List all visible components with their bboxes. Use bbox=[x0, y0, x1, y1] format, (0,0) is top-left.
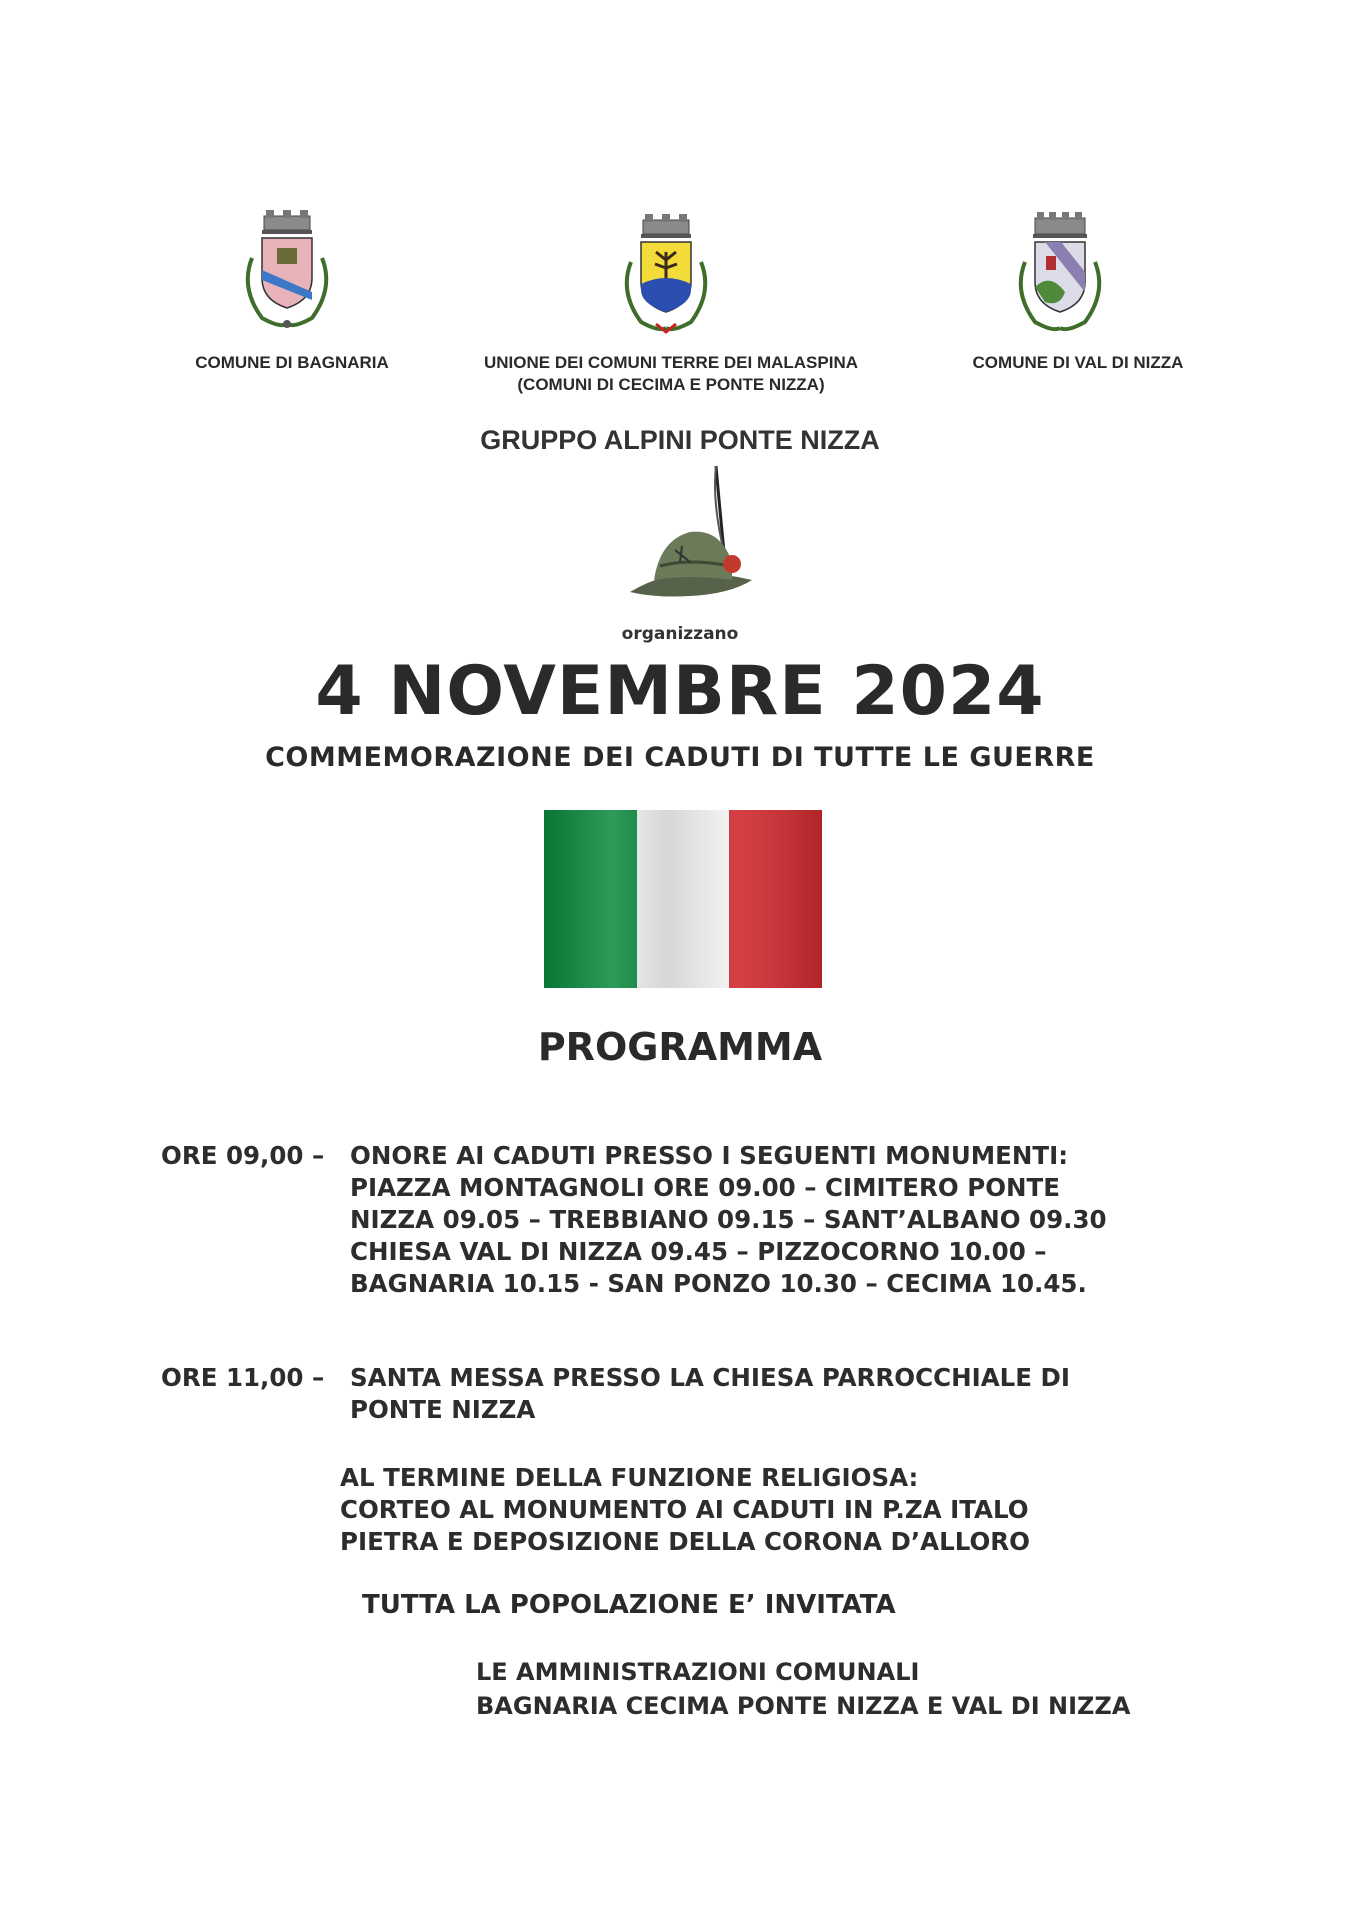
program-time-2: ORE 11,00 – bbox=[161, 1363, 325, 1392]
malaspina-crest-icon bbox=[611, 212, 721, 347]
page-title: 4 NOVEMBRE 2024 bbox=[315, 652, 1045, 731]
organizers-verb: organizzano bbox=[621, 624, 739, 644]
after-mass-line: CORTEO AL MONUMENTO AI CADUTI IN P.ZA ITALO bbox=[340, 1495, 1029, 1524]
page-subtitle: COMMEMORAZIONE DEI CADUTI DI TUTTE LE GUERRE bbox=[265, 742, 1095, 773]
val-di-nizza-crest-icon bbox=[1005, 212, 1115, 347]
program-time-1: ORE 09,00 – bbox=[161, 1141, 325, 1170]
signature-line-1 bbox=[476, 1656, 919, 1688]
italian-flag-icon bbox=[544, 810, 822, 988]
signature-text: LE AMMINISTRAZIONI COMUNALI bbox=[476, 1658, 920, 1686]
crest-label-malaspina: UNIONE DEI COMUNI TERRE DEI MALASPINA (COMUNI DI CECIMA E PONTE NIZZA) bbox=[483, 353, 859, 394]
after-mass-block bbox=[340, 1462, 1030, 1558]
bagnaria-crest-icon bbox=[232, 208, 342, 343]
invitation-text: TUTTA LA POPOLAZIONE E’ INVITATA bbox=[362, 1590, 896, 1620]
program-line: BAGNARIA 10.15 - SAN PONZO 10.30 – CECIMA 10.45. bbox=[350, 1269, 1087, 1298]
crest-label-bagnaria: COMUNE DI BAGNARIA bbox=[195, 353, 389, 372]
program-heading: PROGRAMMA bbox=[537, 1025, 823, 1069]
program-line: PIAZZA MONTAGNOLI ORE 09.00 – CIMITERO PONTE bbox=[350, 1173, 1060, 1202]
program-line: PONTE NIZZA bbox=[350, 1395, 536, 1424]
alpine-hat-icon bbox=[620, 462, 770, 612]
signature-text: BAGNARIA CECIMA PONTE NIZZA E VAL DI NIZZA bbox=[476, 1692, 1131, 1720]
after-mass-line: PIETRA E DEPOSIZIONE DELLA CORONA D’ALLORO bbox=[340, 1527, 1030, 1556]
program-line: NIZZA 09.05 – TREBBIANO 09.15 – SANT’ALBANO 09.30 bbox=[350, 1205, 1107, 1234]
program-line: CHIESA VAL DI NIZZA 09.45 – PIZZOCORNO 10.00 – bbox=[350, 1237, 1047, 1266]
after-mass-line: AL TERMINE DELLA FUNZIONE RELIGIOSA: bbox=[340, 1463, 919, 1492]
program-item-2 bbox=[350, 1362, 1070, 1426]
signature-line-2 bbox=[476, 1690, 1130, 1722]
program-line: ONORE AI CADUTI PRESSO I SEGUENTI MONUMENTI: bbox=[350, 1141, 1069, 1170]
program-item-1 bbox=[350, 1140, 1107, 1300]
crest-label-val-di-nizza: COMUNE DI VAL DI NIZZA bbox=[972, 353, 1184, 372]
group-name: GRUPPO ALPINI PONTE NIZZA bbox=[480, 425, 880, 455]
program-line: SANTA MESSA PRESSO LA CHIESA PARROCCHIALE DI bbox=[350, 1363, 1070, 1392]
